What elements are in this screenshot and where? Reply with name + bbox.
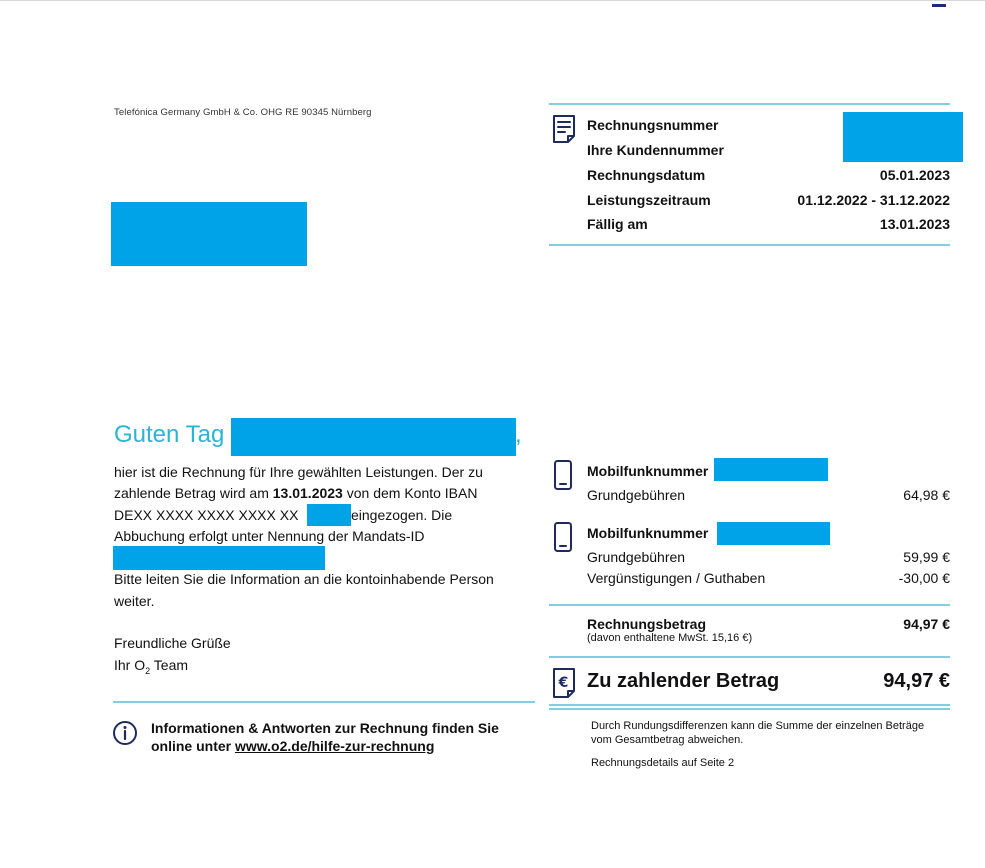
- vat-note: (davon enthaltene MwSt. 15,16 €): [587, 632, 753, 644]
- euro-document-icon: [551, 667, 577, 699]
- info-value: 13.01.2023: [879, 216, 950, 232]
- info-top-rule: [549, 103, 950, 105]
- contract-1-item-1-label: Grundgebühren: [587, 487, 686, 503]
- letter-paragraph-line-1: hier ist die Rechnung für Ihre gewählten Leistungen. Der zu: [114, 464, 483, 480]
- invoice-customer-number-redacted: [843, 112, 963, 162]
- letter-paragraph-line-2: zahlende Betrag wird am 13.01.2023 von dem Konto IBAN: [114, 485, 478, 501]
- document-icon: [551, 114, 577, 144]
- help-text-line-2: online unter www.o2.de/hilfe-zur-rechnung: [151, 738, 435, 754]
- due-date-text: 13.01.2023: [272, 485, 343, 501]
- contract-2-title: Mobilfunknummer: [587, 525, 709, 541]
- info-value: 01.12.2022 - 31.12.2022: [797, 192, 950, 208]
- letter-paragraph2-line-2: weiter.: [114, 593, 155, 609]
- invoice-amount-value: 94,97 €: [903, 616, 950, 632]
- letter-bottom-rule: [113, 701, 535, 703]
- info-row-service-period: [587, 192, 950, 208]
- letter-paragraph2-line-1: Bitte leiten Sie die Information an die kontoinhabende Person: [114, 571, 494, 587]
- closing-signature: Ihr $O_2$ Team: [114, 657, 189, 676]
- rounding-note-line-1: Durch Rundungsdifferenzen kann die Summe der einzelnen Beträge: [591, 720, 925, 732]
- mandate-id-redacted: [113, 546, 325, 570]
- info-row-invoice-date: [587, 167, 950, 183]
- iban-text: DEXX XXXX XXXX XXXX XX: [114, 507, 299, 523]
- info-label: Rechnungsdatum: [587, 167, 706, 183]
- details-note: Rechnungsdetails auf Seite 2: [591, 757, 735, 769]
- recipient-name-redacted: [231, 418, 516, 456]
- info-bottom-rule: [549, 244, 950, 246]
- phone-number-2-redacted: [717, 522, 830, 545]
- summary-bottom-rule: [549, 656, 950, 658]
- invoice-amount-label: Rechnungsbetrag: [587, 616, 707, 632]
- smartphone-icon: [553, 521, 573, 553]
- greeting: Guten Tag: [114, 421, 225, 448]
- contract-2-item-2-amount: -30,00 €: [898, 570, 950, 586]
- page-top-border: [0, 0, 985, 1]
- page-marker: [932, 4, 946, 7]
- contract-2-item-2-label: Vergünstigungen / Guthaben: [587, 570, 766, 586]
- info-value: 05.01.2023: [879, 167, 950, 183]
- contract-1-item-1-amount: 64,98 €: [903, 487, 950, 503]
- help-text-line-1: Informationen & Antworten zur Rechnung finden Sie: [151, 720, 499, 736]
- info-circle-icon: [112, 720, 138, 746]
- total-due-amount: 94,97 €: [883, 670, 950, 692]
- info-label: Fällig am: [587, 216, 648, 232]
- letter-paragraph-line-4: Abbuchung erfolgt unter Nennung der Mandats-ID: [114, 528, 425, 544]
- rounding-note-line-2: vom Gesamtbetrag abweichen.: [591, 734, 744, 746]
- greeting-comma: ,: [515, 421, 522, 448]
- contract-2-item-1-label: Grundgebühren: [587, 549, 686, 565]
- total-due-label: Zu zahlender Betrag: [587, 670, 780, 692]
- info-row-due-date: [587, 216, 950, 232]
- total-bottom-rule-2: [549, 708, 950, 710]
- svg-text:€: €: [558, 675, 569, 691]
- iban-redacted: [307, 504, 351, 526]
- letter-paragraph-line-3-end: eingezogen. Die: [351, 507, 453, 523]
- contract-2-item-1-amount: 59,99 €: [903, 549, 950, 565]
- info-label: Leistungszeitraum: [587, 192, 711, 208]
- info-label: Ihre Kundennummer: [587, 142, 724, 158]
- summary-top-rule: [549, 604, 950, 606]
- info-label: Rechnungsnummer: [587, 117, 719, 133]
- phone-number-1-redacted: [714, 458, 828, 481]
- sender-address-line: Telefónica Germany GmbH & Co. OHG RE 90345 Nürnberg: [114, 107, 372, 118]
- total-bottom-rule-1: [549, 704, 950, 706]
- recipient-address-redacted: [111, 202, 307, 266]
- smartphone-icon: [553, 459, 573, 491]
- contract-1-title: Mobilfunknummer: [587, 463, 709, 479]
- closing-greeting: Freundliche Grüße: [114, 635, 231, 651]
- help-link[interactable]: www.o2.de/hilfe-zur-rechnung: [235, 738, 435, 754]
